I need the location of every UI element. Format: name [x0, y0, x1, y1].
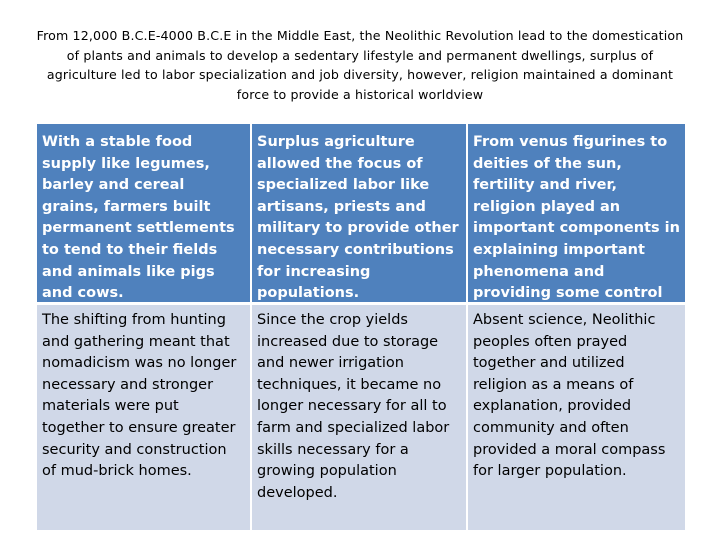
summary-table [37, 124, 685, 530]
table-cell-settlement: The shifting from hunting and gathering meant that nomadicism was no longer necessary and stronger materials were put together to ensure greater security and construction of mud-brick homes. [37, 305, 252, 530]
table-cell-labor-specialization: Since the crop yields increased due to storage and newer irrigation techniques, it became no longer necessary for all to farm and specialized labor skills necessary for a growing population developed. [252, 305, 468, 530]
table-cell-surplus-agriculture: Surplus agriculture allowed the focus of specialized labor like artisans, priests and military to provide other necessary contributions for increasing populations. [252, 124, 468, 305]
table-cell-religion: From venus figurines to deities of the sun, fertility and river, religion played an important components in explaining important phenomena and providing some control [468, 124, 685, 305]
slide-title: From 12,000 B.C.E-4000 B.C.E in the Middle East, the Neolithic Revolution lead to the domestication of plants and animals to develop a sedentary lifestyle and permanent dwellings, surplus of agriculture led to labor specialization and job diversity, however, religion maintained a dominant force to provide a historical worldview [36, 28, 684, 102]
table-cell-food-supply: With a stable food supply like legumes, barley and cereal grains, farmers built permanent settlements to tend to their fields and animals like pigs and cows. [37, 124, 252, 305]
table-cell-religion-role: Absent science, Neolithic peoples often prayed together and utilized religion as a means of explanation, provided community and often provided a moral compass for larger population. [468, 305, 685, 530]
